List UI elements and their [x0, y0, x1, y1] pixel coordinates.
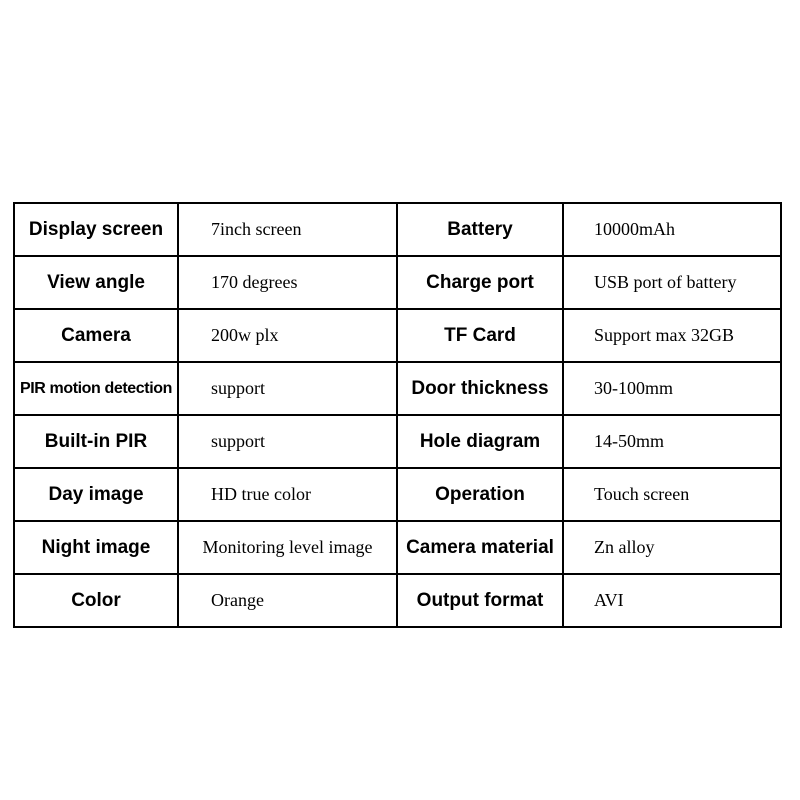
- spec-label: Door thickness: [397, 362, 563, 415]
- spec-label: PIR motion detection: [14, 362, 178, 415]
- spec-value: Zn alloy: [563, 521, 781, 574]
- spec-label: Hole diagram: [397, 415, 563, 468]
- spec-value: Monitoring level image: [178, 521, 397, 574]
- spec-value: 170 degrees: [178, 256, 397, 309]
- spec-value: 10000mAh: [563, 203, 781, 256]
- spec-value: Orange: [178, 574, 397, 627]
- spec-value: HD true color: [178, 468, 397, 521]
- spec-label: Night image: [14, 521, 178, 574]
- table-row: [14, 468, 781, 521]
- spec-label: Output format: [397, 574, 563, 627]
- spec-label: View angle: [14, 256, 178, 309]
- spec-label: TF Card: [397, 309, 563, 362]
- spec-label: Camera: [14, 309, 178, 362]
- spec-value: 200w plx: [178, 309, 397, 362]
- spec-label: Display screen: [14, 203, 178, 256]
- spec-table: [13, 202, 782, 628]
- spec-label: Operation: [397, 468, 563, 521]
- table-row: [14, 362, 781, 415]
- spec-value: support: [178, 415, 397, 468]
- spec-value: Touch screen: [563, 468, 781, 521]
- spec-value: 30-100mm: [563, 362, 781, 415]
- table-row: [14, 309, 781, 362]
- spec-label: Built-in PIR: [14, 415, 178, 468]
- spec-value: 7inch screen: [178, 203, 397, 256]
- table-row: [14, 256, 781, 309]
- spec-value: Support max 32GB: [563, 309, 781, 362]
- spec-label: Charge port: [397, 256, 563, 309]
- spec-label: Camera material: [397, 521, 563, 574]
- spec-label: Day image: [14, 468, 178, 521]
- table-row: [14, 521, 781, 574]
- spec-label: Battery: [397, 203, 563, 256]
- table-row: [14, 574, 781, 627]
- table-row: [14, 415, 781, 468]
- spec-label: Color: [14, 574, 178, 627]
- spec-value: USB port of battery: [563, 256, 781, 309]
- spec-value: 14-50mm: [563, 415, 781, 468]
- spec-value: support: [178, 362, 397, 415]
- spec-value: AVI: [563, 574, 781, 627]
- table-row: [14, 203, 781, 256]
